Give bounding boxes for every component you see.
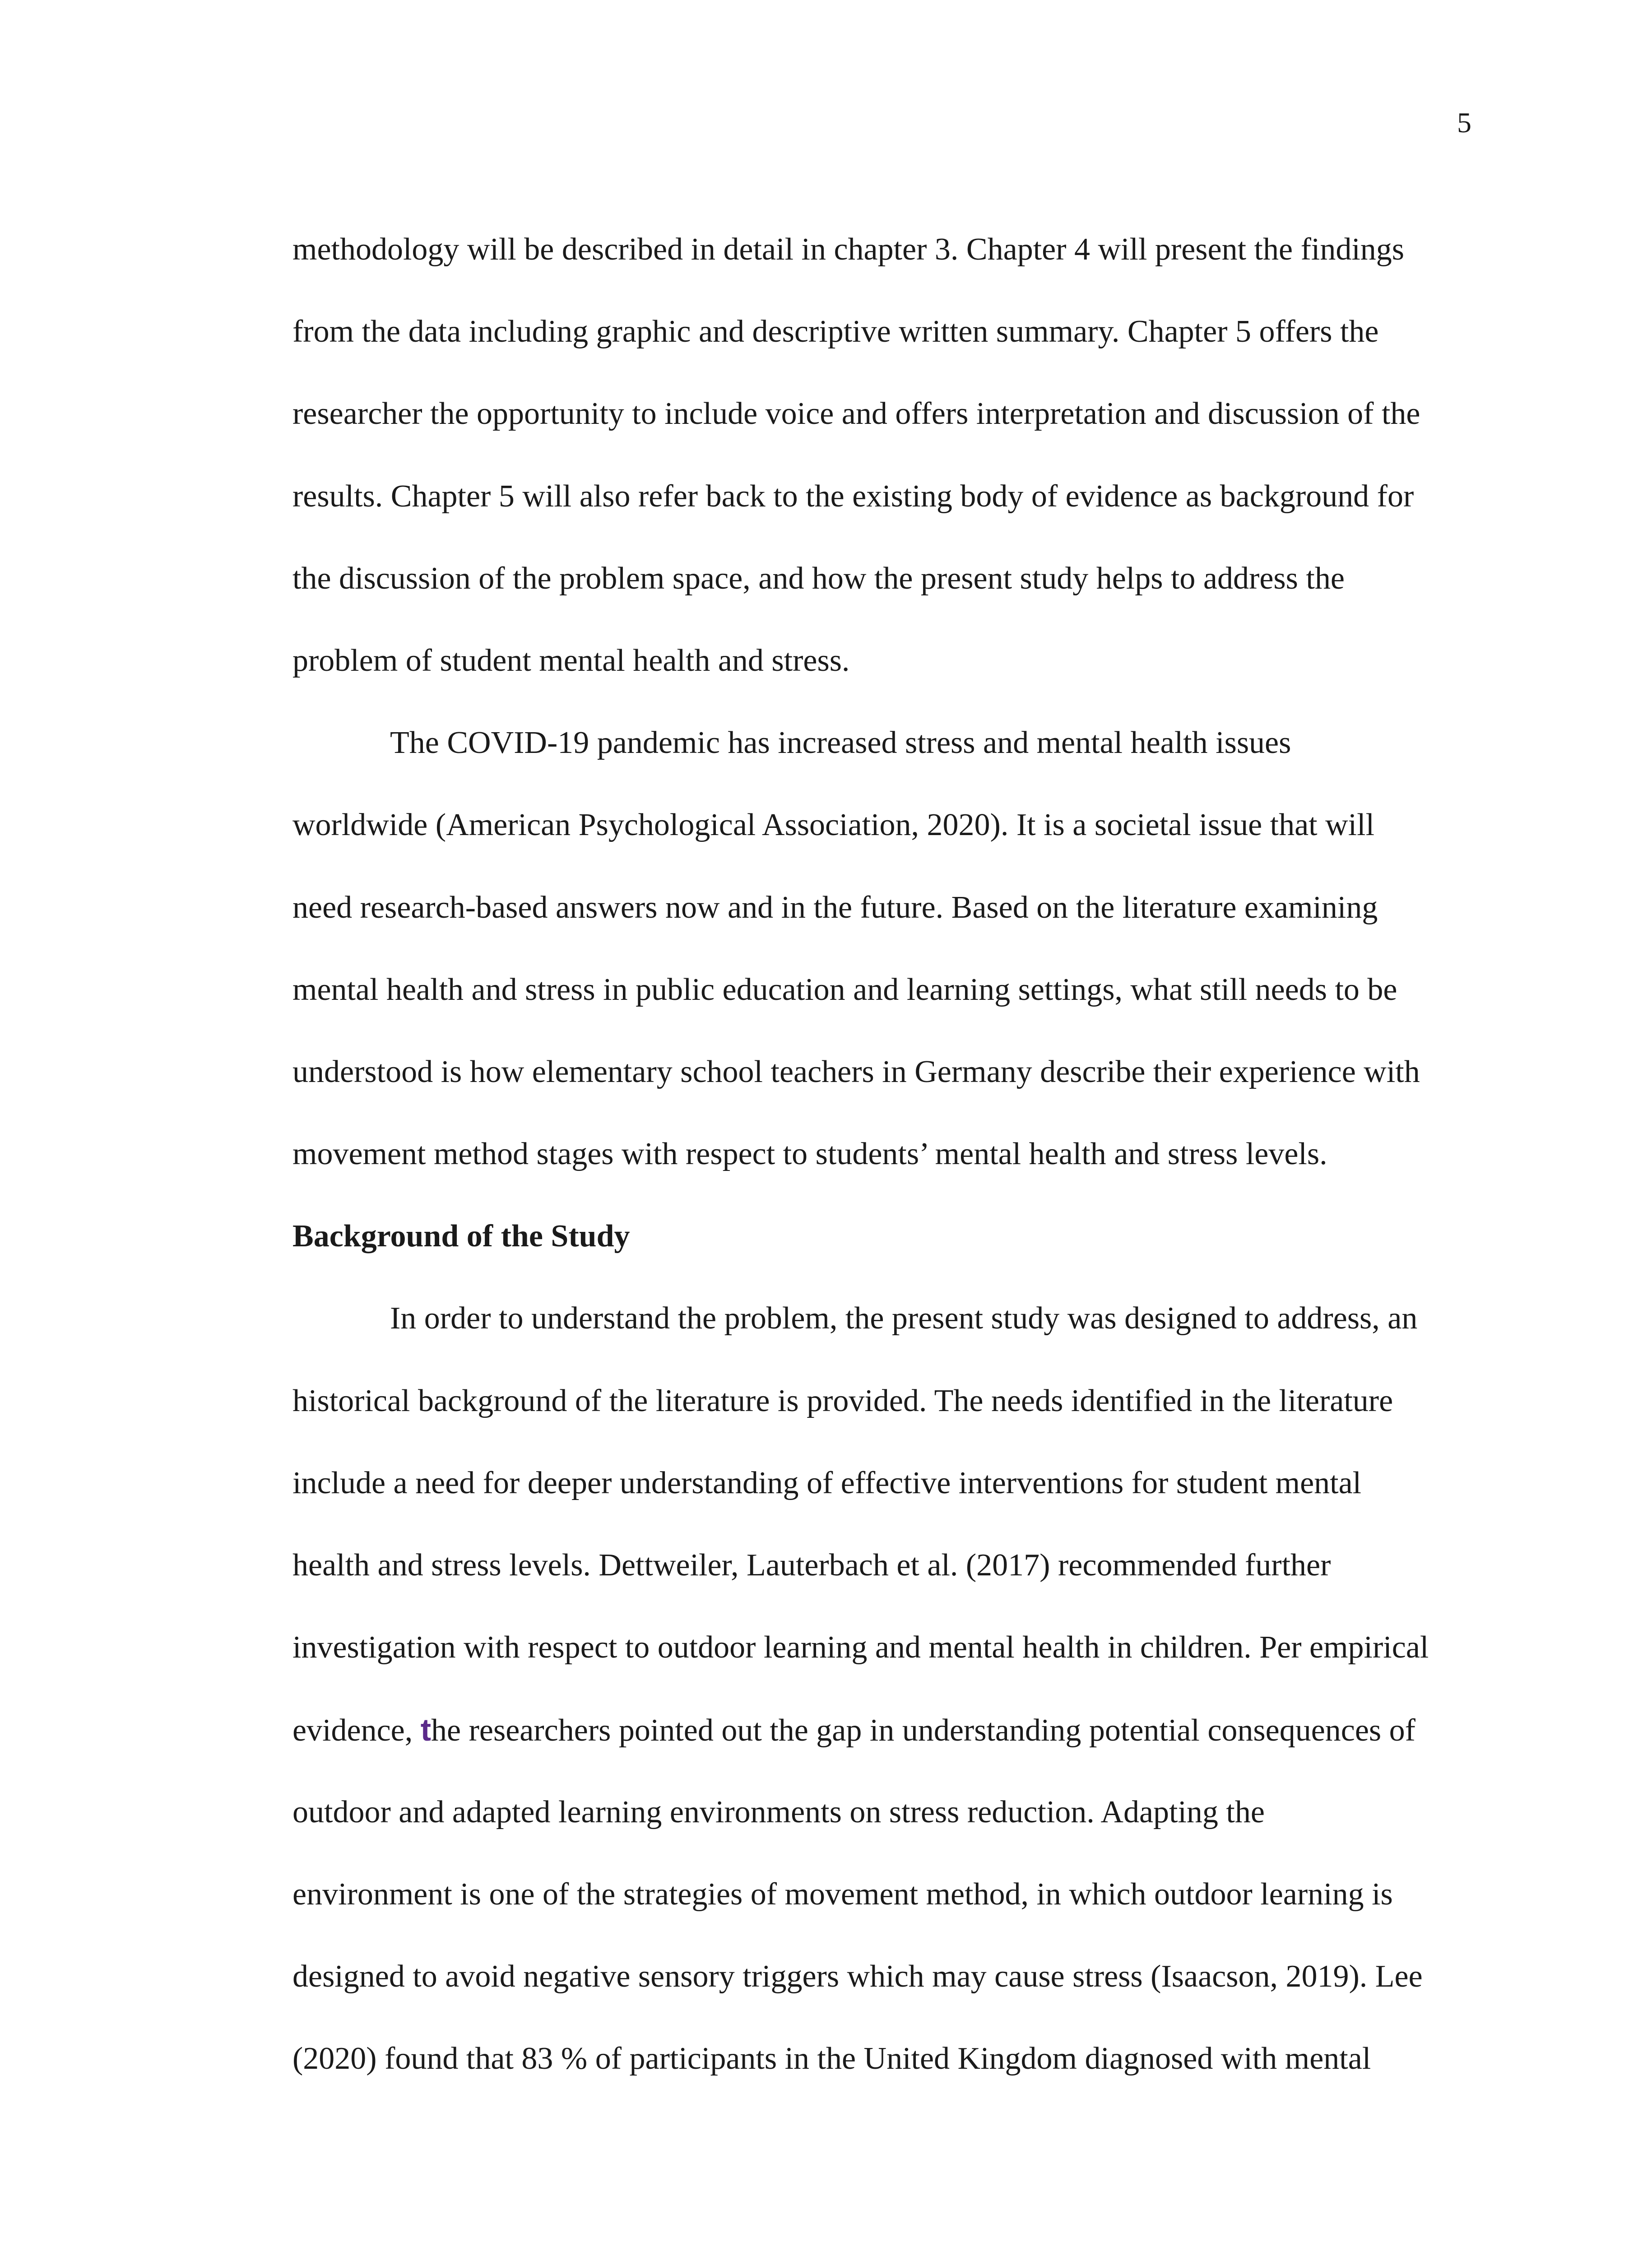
text-line: health and stress levels. Dettweiler, Lauterbach et al. (2017) recommended further: [292, 1548, 1331, 1583]
text-line: In order to understand the problem, the present study was designed to address, an: [390, 1301, 1418, 1336]
text-line: The COVID-19 pandemic has increased stress and mental health issues: [390, 725, 1291, 761]
text-line: outdoor and adapted learning environments on stress reduction. Adapting the: [292, 1794, 1265, 1830]
text-line: worldwide (American Psychological Association, 2020). It is a societal issue that will: [292, 808, 1375, 843]
text-line: mental health and stress in public education and learning settings, what still needs to be: [292, 972, 1397, 1007]
highlighted-letter: t: [420, 1712, 432, 1748]
text-line: from the data including graphic and descriptive written summary. Chapter 5 offers the: [292, 314, 1379, 349]
text-fragment: evidence,: [292, 1713, 421, 1748]
text-line: include a need for deeper understanding of effective interventions for student mental: [292, 1465, 1362, 1500]
text-line: need research-based answers now and in the future. Based on the literature examining: [292, 890, 1378, 925]
text-line: the discussion of the problem space, and how the present study helps to address the: [292, 561, 1345, 596]
text-line: [292, 1689, 1475, 1771]
text-line: understood is how elementary school teachers in Germany describe their experience with: [292, 1054, 1420, 1089]
text-line: designed to avoid negative sensory triggers which may cause stress (Isaacson, 2019). Lee: [292, 1959, 1423, 1994]
document-body: [292, 209, 1475, 2100]
text-line: results. Chapter 5 will also refer back to the existing body of evidence as background for: [292, 478, 1414, 514]
text-line: investigation with respect to outdoor learning and mental health in children. Per empirical: [292, 1630, 1429, 1665]
text-line: movement method stages with respect to students’ mental health and stress levels.: [292, 1137, 1327, 1172]
section-heading: Background of the Study: [292, 1219, 630, 1254]
text-fragment: he researchers pointed out the gap in understanding potential consequences of: [431, 1713, 1415, 1748]
text-line: historical background of the literature is provided. The needs identified in the literature: [292, 1383, 1393, 1418]
text-line: researcher the opportunity to include voice and offers interpretation and discussion of the: [292, 396, 1420, 432]
text-line: (2020) found that 83 % of participants in the United Kingdom diagnosed with mental: [292, 2041, 1371, 2076]
text-line: methodology will be described in detail in chapter 3. Chapter 4 will present the findings: [292, 232, 1405, 267]
text-line: problem of student mental health and stress.: [292, 643, 850, 678]
text-line: environment is one of the strategies of movement method, in which outdoor learning is: [292, 1876, 1393, 1912]
page-number: 5: [1457, 107, 1471, 139]
